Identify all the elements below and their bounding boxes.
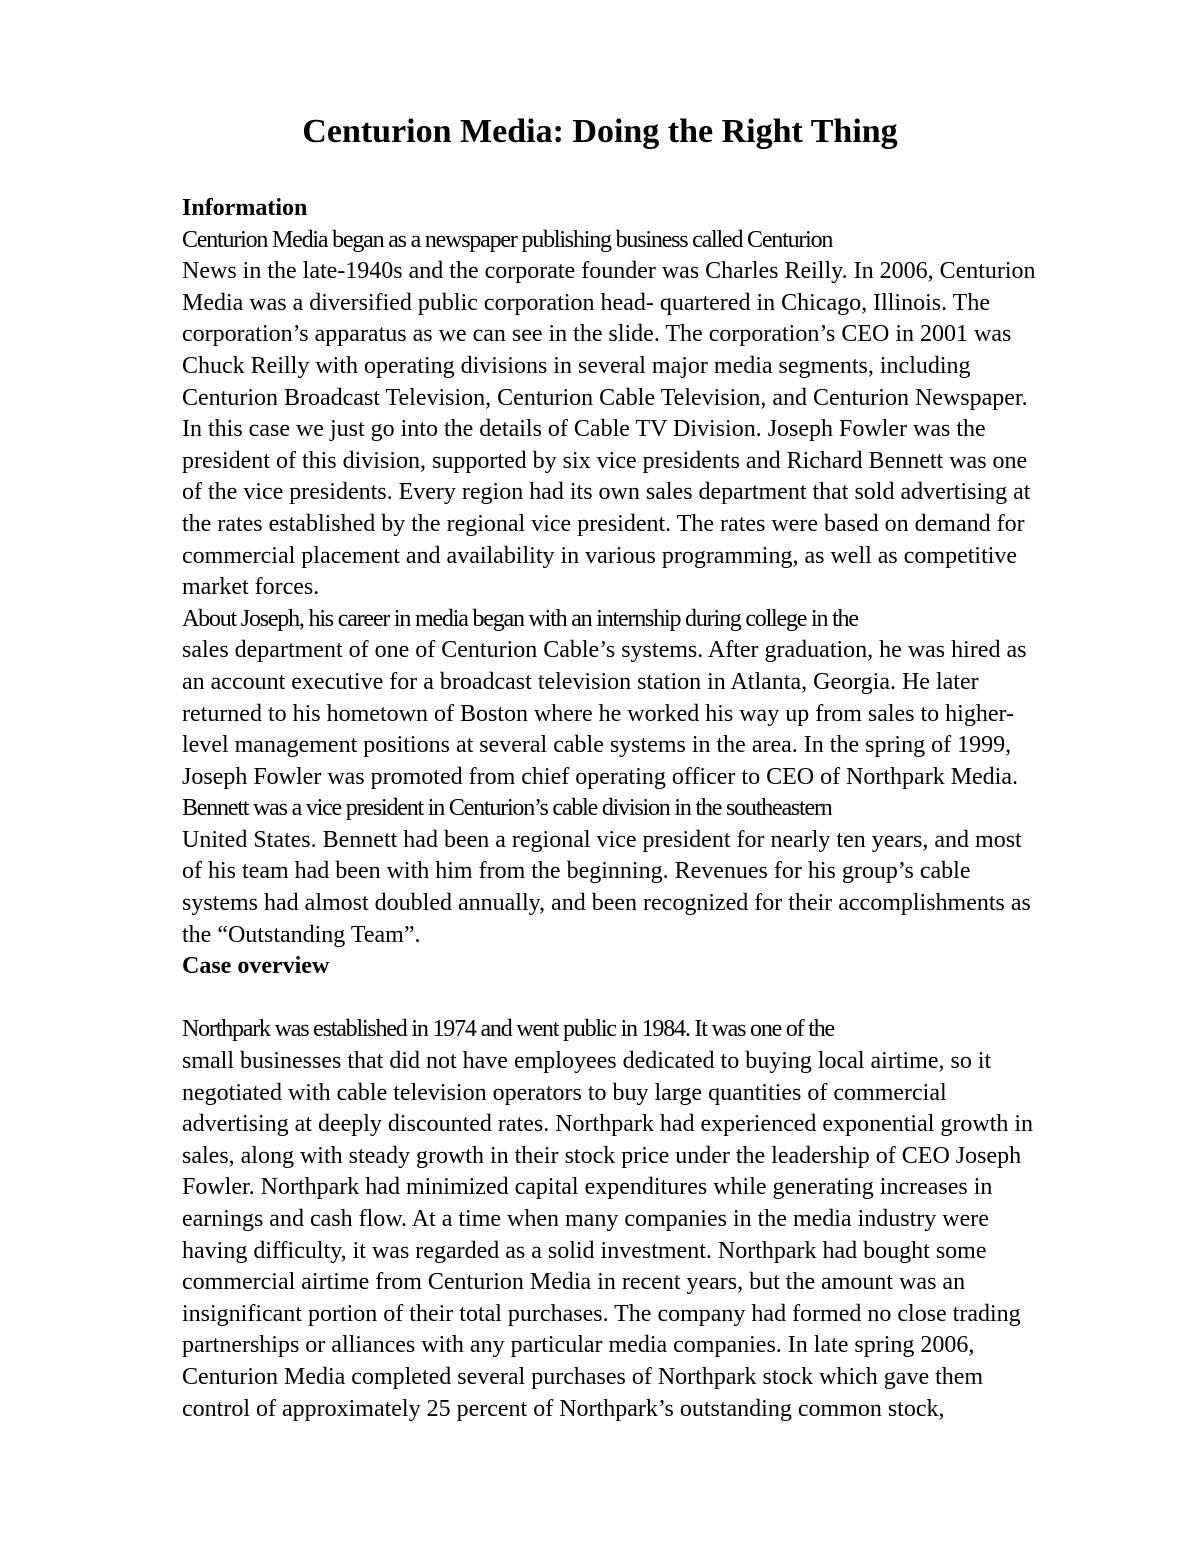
text-line: an account executive for a broadcast television station in Atlanta, Georgia. He later [182,668,979,695]
text-line: Centurion Media began as a newspaper publishing business called Centurion [182,226,833,253]
text-line: In this case we just go into the details of Cable TV Division. Joseph Fowler was the [182,416,986,443]
section-heading: Case overview [182,953,330,980]
text-line: Bennett was a vice president in Centurion’s cable division in the southeastern [182,795,832,822]
text-line: Fowler. Northpark had minimized capital expenditures while generating increases in [182,1174,993,1201]
text-line: the rates established by the regional vice president. The rates were based on demand for [182,510,1025,537]
text-line: Chuck Reilly with operating divisions in several major media segments, including [182,352,971,379]
text-line: sales, along with steady growth in their stock price under the leadership of CEO Joseph [182,1142,1022,1169]
section-heading: Information [182,195,308,221]
text-line: Centurion Media completed several purchases of Northpark stock which gave them [182,1363,984,1390]
text-line: News in the late-1940s and the corporate founder was Charles Reilly. In 2006, Centurion [182,258,1036,285]
text-line: Joseph Fowler was promoted from chief operating officer to CEO of Northpark Media. [182,763,1019,790]
text-line: United States. Bennett had been a regional vice president for nearly ten years, and most [182,826,1022,853]
text-line: commercial airtime from Centurion Media in recent years, but the amount was an [182,1269,966,1296]
paragraph [111,1014,1089,1425]
text-line: Media was a diversified public corporation head- quartered in Chicago, Illinois. The [182,289,990,316]
text-line: small businesses that did not have employees dedicated to buying local airtime, so it [182,1048,992,1075]
text-line: earnings and cash flow. At a time when many companies in the media industry were [182,1206,989,1232]
paragraph [111,604,1089,794]
paragraph [111,225,1089,604]
text-line: corporation’s apparatus as we can see in the slide. The corporation’s CEO in 2001 was [182,321,1012,348]
text-line: of his team had been with him from the beginning. Revenues for his group’s cable [182,858,971,885]
text-line: systems had almost doubled annually, and been recognized for their accomplishments as [182,890,1031,917]
document-title: Centurion Media: Doing the Right Thing [302,113,898,150]
text-line: the “Outstanding Team”. [182,921,421,948]
text-line: About Joseph, his career in media began with an internship during college in the [182,605,858,632]
text-line: returned to his hometown of Boston where he worked his way up from sales to higher- [182,700,1015,727]
text-line: market forces. [182,574,320,601]
blank-line [111,983,1089,1015]
text-line: partnerships or alliances with any particular media companies. In late spring 2006, [182,1332,975,1359]
document-body [111,193,1089,1425]
text-line: president of this division, supported by six vice presidents and Richard Bennett was one [182,447,1028,474]
text-line: level management positions at several cable systems in the area. In the spring of 1999, [182,732,1012,759]
text-line: having difficulty, it was regarded as a solid investment. Northpark had bought some [182,1237,987,1264]
text-line: negotiated with cable television operators to buy large quantities of commercial [182,1079,947,1106]
text-line: insignificant portion of their total purchases. The company had formed no close trading [182,1300,1021,1327]
text-line: Northpark was established in 1974 and went public in 1984. It was one of the [182,1016,834,1043]
text-line: control of approximately 25 percent of Northpark’s outstanding common stock, [182,1395,945,1422]
text-line: of the vice presidents. Every region had its own sales department that sold advertising at [182,479,1031,506]
text-line: sales department of one of Centurion Cable’s systems. After graduation, he was hired as [182,637,1027,664]
text-line: commercial placement and availability in various programming, as well as competitive [182,542,1018,569]
paragraph [111,793,1089,951]
section-case-overview [111,951,1089,1425]
text-line: advertising at deeply discounted rates. Northpark had experienced exponential growth in [182,1111,1034,1138]
text-line: Centurion Broadcast Television, Centurion Cable Television, and Centurion Newspaper. [182,384,1028,411]
section-information [111,193,1089,951]
